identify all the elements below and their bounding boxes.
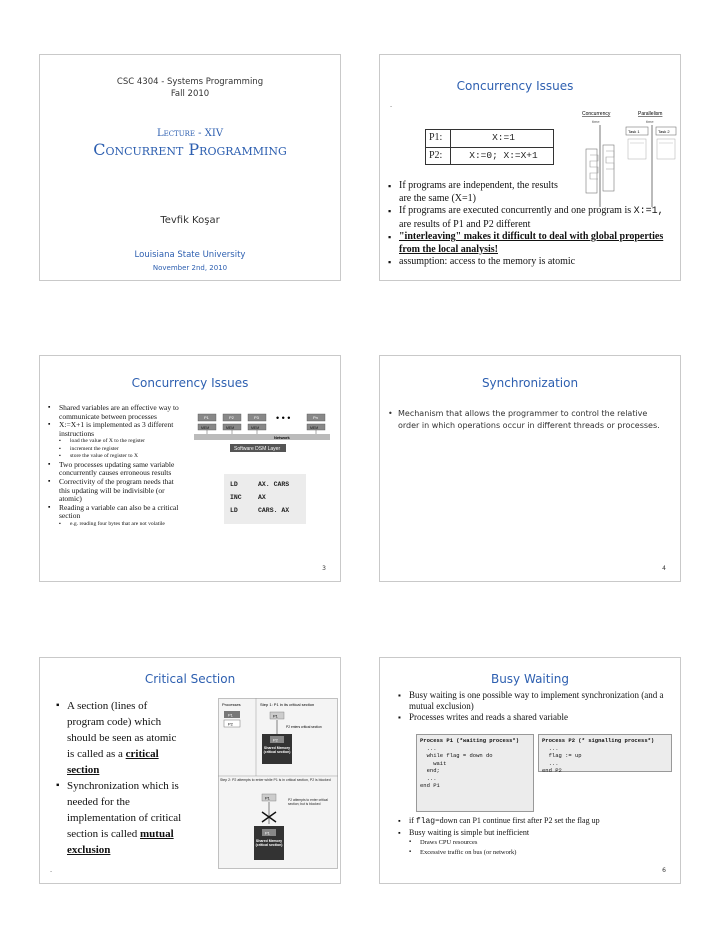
page-number: 3 — [322, 565, 326, 572]
page-number: 4 — [662, 565, 666, 572]
p2-blocked-note: P2 attempts to enter critical section; but is blocked — [288, 798, 328, 806]
bullet-concurrent: ▪ If programs are executed concurrently and one program is X:=1, are results of P1 and P2 different — [388, 205, 673, 231]
node-label: P2 — [229, 415, 234, 420]
slide-6-bottom-bullets — [398, 816, 670, 857]
dsm-label: Software DSM Layer — [234, 446, 281, 452]
time-label-left: time — [592, 119, 600, 124]
p2-box-label: P2 — [273, 737, 278, 743]
bullet-mutual-exclusion: ▪ Synchronization which is needed for the implementation of critical section is called mutual exclusion — [56, 778, 184, 858]
inline-code-x1: X:=1, — [633, 206, 664, 217]
slide-1-title — [39, 54, 341, 281]
p1-p2-table — [425, 129, 554, 165]
code-line: INC AX — [230, 494, 266, 501]
bullet-flag-condition: ▪ if flag=down can P1 continue first after P2 set the flag up — [398, 816, 670, 828]
slide-2-bullets — [388, 180, 673, 269]
p1-label: P1: — [429, 132, 443, 143]
bullet-item: ▪ Shared variables are an effective way to communicate between processes — [48, 404, 186, 421]
slide-4-synchronization — [379, 355, 681, 582]
bullet-dot: • — [388, 409, 393, 418]
p2-code: X:=0; X:=X+1 — [469, 150, 538, 161]
lecture-number: Lecture - XIV — [156, 128, 224, 139]
sub-bullet-item: ▪ load the value of X to the register — [48, 438, 186, 446]
lecture-date: November 2nd, 2010 — [152, 264, 228, 272]
bullet-item: ▪ Processes writes and reads a shared variable — [398, 712, 666, 723]
p1-code: X:=1 — [492, 132, 515, 143]
course-term: Fall 2010 — [170, 89, 210, 99]
p1-box-label: P1 — [265, 830, 270, 836]
bullet-independent: ▪ If programs are independent, the results are the same (X=1) — [388, 180, 563, 205]
slide-mark: - — [390, 103, 393, 110]
lecture-title: Concurrent Programming — [93, 140, 287, 159]
bullet-item: ▪ Busy waiting is simple but inefficient — [398, 828, 670, 839]
page-number: 6 — [662, 867, 666, 874]
dsm-network-diagram — [190, 408, 336, 458]
bullet-atomic: ▪ assumption: access to the memory is atomic — [388, 256, 673, 269]
time-label-right: time — [646, 119, 654, 124]
shared-memory-label: Shared Memory (critical section) — [255, 839, 283, 847]
node-label: P3 — [254, 415, 259, 420]
sub-bullet-item: ▪ e.g. reading four bytes that are not volatile — [48, 521, 186, 529]
inline-code-flag: flag — [415, 817, 436, 826]
task2-label: Task 2 — [658, 129, 670, 134]
shared-memory-label: Shared Memory (critical section) — [263, 746, 291, 754]
slide-5-critical-section — [39, 657, 341, 884]
code-line: LD AX. CARS — [230, 481, 290, 488]
process-p2-code: Process P2 (* signalling process*) ... flag := up ... end P2 — [538, 734, 672, 772]
slide-title: Concurrency Issues — [456, 79, 574, 93]
processes-label: Processes — [222, 702, 241, 707]
course-name: CSC 4304 - Systems Programming — [116, 77, 264, 87]
slide-2-concurrency-issues — [379, 54, 681, 281]
concurrency-label: Concurrency — [582, 111, 611, 117]
mem-label: MEM — [226, 426, 235, 430]
bullet-item: ▪ Two processes updating same variable concurrently causes erroneous results — [48, 461, 186, 478]
slide-title: Synchronization — [481, 376, 579, 390]
p2-label: P2: — [429, 150, 443, 161]
critical-section-diagram — [218, 698, 338, 870]
sync-bullet: • Mechanism that allows the programmer to control the relative order in which operations occur in different threads or processes. — [388, 409, 660, 430]
slide-title: Concurrency Issues — [131, 376, 249, 390]
sub-bullet-item: ▪ Draws CPU resources — [398, 838, 670, 848]
bullet-item: ▪ Correctivity of the program needs that this updating will be indivisible (or atomic) — [48, 478, 186, 504]
p2-enters-note: P2 enters critical section — [286, 725, 322, 729]
slide-mark: - — [50, 868, 53, 875]
node-label: Pn — [313, 415, 318, 420]
mem-label: MEM — [310, 426, 319, 430]
p1-box-label: P1 — [273, 713, 278, 719]
term-critical-section: critical section — [67, 748, 159, 776]
slide-6-top-bullets — [398, 690, 666, 723]
task1-label: Task 1 — [628, 129, 640, 134]
slide-title: Critical Section — [144, 672, 236, 686]
bullet-critical-section: ▪ A section (lines of program code) which should be seen as atomic is called as a critical section — [56, 698, 184, 778]
slide-6-busy-waiting — [379, 657, 681, 884]
p1-box-label: P1 — [265, 795, 270, 801]
step1-label: Step 1: P1 in its critical section — [260, 702, 315, 707]
bullet-item: ▪ X:=X+1 is implemented as 3 different instructions — [48, 421, 186, 438]
code-line: LD CARS. AX — [230, 507, 290, 514]
slide-3-concurrency-issues — [39, 355, 341, 582]
mem-label: MEM — [251, 426, 260, 430]
node-label: P1 — [204, 415, 209, 420]
slide-5-bullets — [56, 698, 184, 858]
author-name: Tevfik Koşar — [160, 215, 220, 226]
mem-label: MEM — [201, 426, 210, 430]
parallelism-label: Parallelism — [638, 111, 663, 117]
ellipsis-dots: • • • — [276, 413, 291, 423]
slide-title: Busy Waiting — [490, 672, 570, 686]
bullet-item: ▪ Reading a variable can also be a critical section — [48, 504, 186, 521]
p2-box-label: P2 — [228, 721, 233, 727]
sub-bullet-item: ▪ increment the register — [48, 446, 186, 454]
bullet-interleaving: ▪ "interleaving" makes it difficult to deal with global properties from the local analysis! — [388, 231, 673, 256]
p1-box-label: P1 — [228, 712, 233, 718]
process-p1-code: Process P1 (*waiting process*) ... while flag = down do wait end; ... end P1 — [416, 734, 534, 812]
slide-3-bullets — [48, 404, 186, 529]
sub-bullet-item: ▪ Excessive traffic on bus (or network) — [398, 848, 670, 858]
university: Louisiana State University — [134, 250, 246, 260]
term-mutual-exclusion: mutual exclusion — [67, 828, 174, 856]
network-label: Network — [274, 435, 290, 440]
step2-label: Step 2: P2 attempts to enter while P1 is in critical section, P2 is blocked — [220, 778, 331, 782]
assembly-code — [224, 474, 306, 524]
sub-bullet-item: ▪ store the value of register to X — [48, 453, 186, 461]
bullet-item: ▪ Busy waiting is one possible way to implement synchronization (and a mutual exclusion) — [398, 690, 666, 712]
